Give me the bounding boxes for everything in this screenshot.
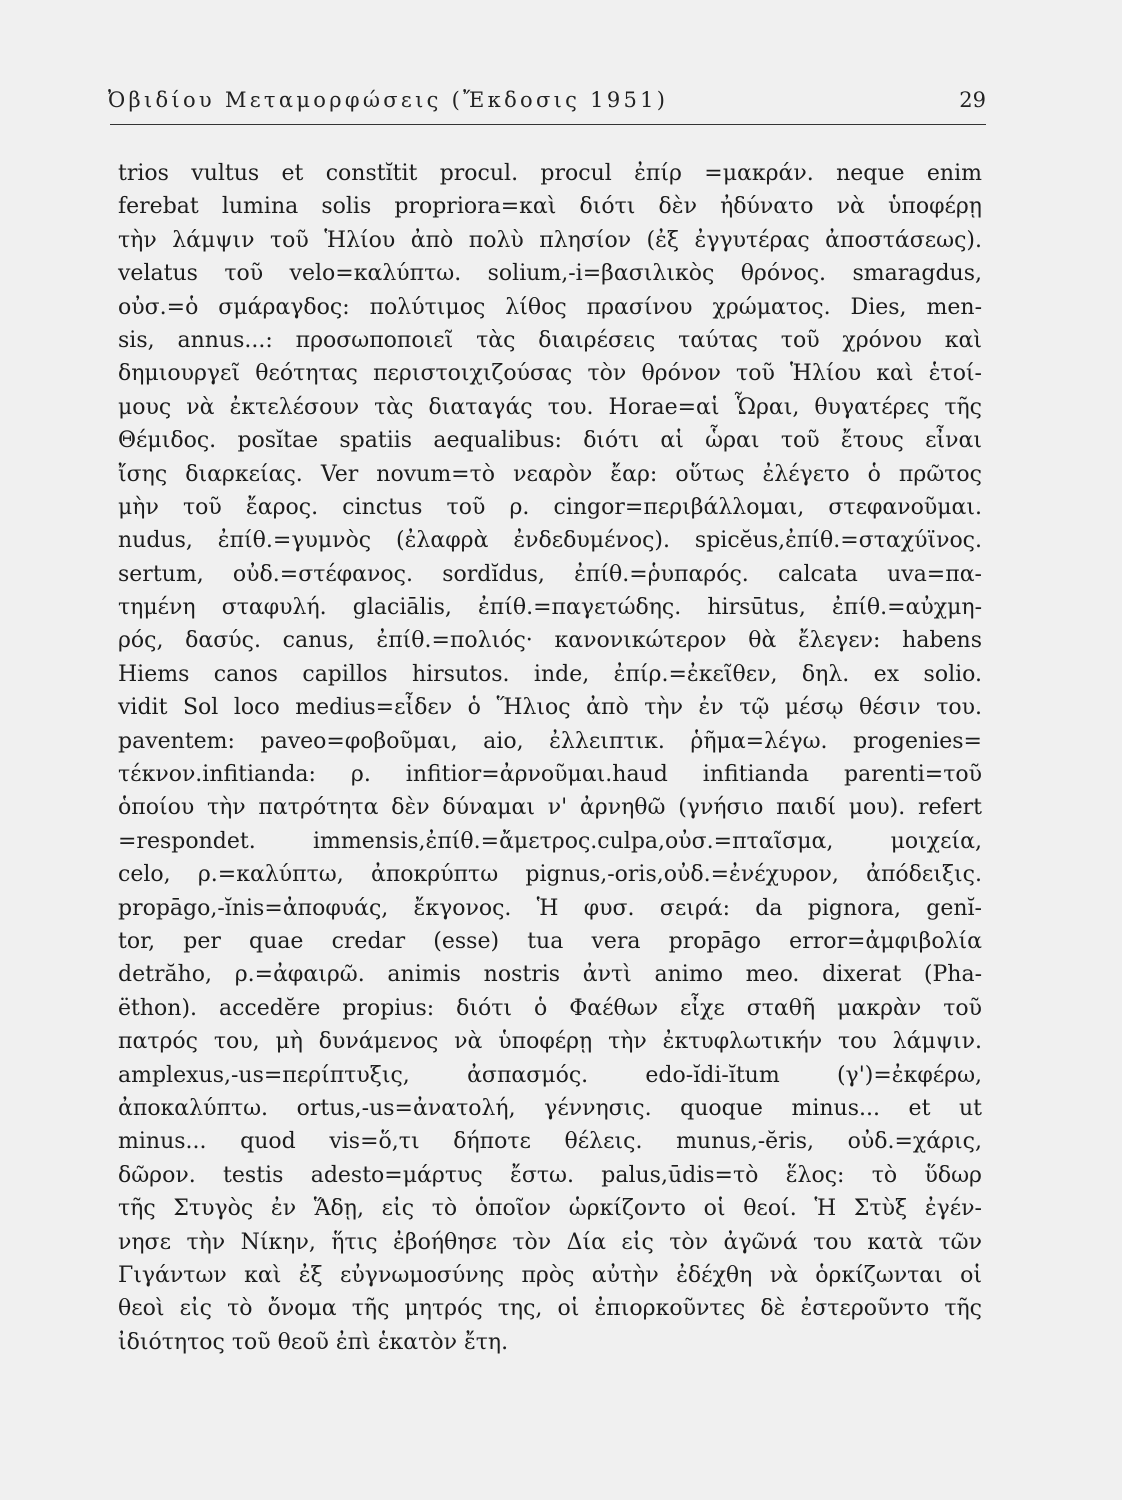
text-line: τημένη σταφυλή. glaciālis, ἐπίθ.=παγετώδης. hirsūtus, ἐπίθ.=αὐχμη- — [118, 595, 982, 621]
text-line: minus... quod vis=ὅ,τι δήποτε θέλεις. munus,-ĕris, οὐδ.=χάρις, — [118, 1129, 982, 1155]
text-line: sertum, οὐδ.=στέφανος. sordĭdus, ἐπίθ.=ῥυπαρός. calcata uva=πα- — [118, 561, 982, 587]
text-line: ëthon). accedĕre propius: διότι ὁ Φαέθων εἶχε σταθῆ μακρὰν τοῦ — [118, 995, 982, 1021]
body-text — [118, 157, 982, 1359]
text-line: propāgo,-ĭnis=ἀποφυάς, ἔκγονος. Ἡ φυσ. σειρά: da pignora, genĭ- — [118, 895, 982, 921]
text-line: Γιγάντων καὶ ἐξ εὐγνωμοσύνης πρὸς αὐτὴν ἐδέχθη νὰ ὁρκίζωνται οἱ — [118, 1262, 982, 1288]
text-line: ἴσης διαρκείας. Ver novum=τὸ νεαρὸν ἔαρ: οὕτως ἐλέγετο ὁ πρῶτος — [118, 461, 982, 487]
text-line: μὴν τοῦ ἔαρος. cinctus τοῦ ρ. cingor=περιβάλλομαι, στεφανοῦμαι. — [118, 494, 982, 520]
text-line: ἰδιότητος τοῦ θεοῦ ἐπὶ ἑκατὸν ἔτη. — [118, 1329, 509, 1355]
text-line: ρός, δασύς. canus, ἐπίθ.=πολιός· κανονικώτερον θὰ ἔλεγεν: habens — [118, 628, 982, 654]
text-line: νησε τὴν Νίκην, ἥτις ἐβοήθησε τὸν Δία εἰς τὸν ἀγῶνά του κατὰ τῶν — [118, 1229, 982, 1255]
text-line: celo, ρ.=καλύπτω, ἀποκρύπτω pignus,-oris,οὐδ.=ἐνέχυρον, ἀπόδειξις. — [118, 862, 982, 888]
text-line: velatus τοῦ velo=καλύπτω. solium,-i=βασιλικὸς θρόνος. smaragdus, — [118, 261, 982, 287]
text-line: sis, annus...: προσωποποιεῖ τὰς διαιρέσεις ταύτας τοῦ χρόνου καὶ — [118, 327, 982, 353]
text-line: ὁποίου τὴν πατρότητα δὲν δύναμαι ν' ἀρνηθῶ (γνήσιο παιδί μου). refert — [118, 795, 982, 821]
text-line: vidit Sol loco medius=εἶδεν ὁ Ἥλιος ἀπὸ τὴν ἐν τῷ μέσῳ θέσιν του. — [118, 695, 982, 721]
text-line: δημιουργεῖ θεότητας περιστοιχιζούσας τὸν θρόνον τοῦ Ἡλίου καὶ ἑτοί- — [118, 361, 982, 387]
text-line: trios vultus et constĭtit procul. procul ἐπίρ =μακράν. neque enim — [118, 161, 982, 186]
text-line: τῆς Στυγὸς ἐν Ἅδῃ, εἰς τὸ ὁποῖον ὡρκίζοντο οἱ θεοί. Ἡ Στὺξ ἐγέν- — [118, 1196, 982, 1222]
running-head — [108, 88, 988, 124]
text-line: Hiems canos capillos hirsutos. inde, ἐπίρ.=ἐκεῖθεν, δηλ. ex solio. — [118, 661, 982, 687]
running-title: Ὀβιδίου Μεταμορφώσεις (Ἔκδοσις 1951) — [108, 88, 669, 112]
text-line: tor, per quae credar (esse) tua vera propāgo error=ἀμφιβολία — [118, 928, 982, 954]
text-line: τὴν λάμψιν τοῦ Ἡλίου ἀπὸ πολὺ πλησίον (ἐξ ἐγγυτέρας ἀποστάσεως). — [118, 227, 982, 253]
text-line: amplexus,-us=περίπτυξις, ἀσπασμός. edo-ĭdi-ĭtum (γ')=ἐκφέρω, — [118, 1062, 982, 1088]
text-line: θεοὶ εἰς τὸ ὄνομα τῆς μητρός της, οἱ ἐπιορκοῦντες δὲ ἐστεροῦντο τῆς — [118, 1296, 982, 1322]
text-line: πατρός του, μὴ δυνάμενος νὰ ὑποφέρῃ τὴν ἐκτυφλωτικήν του λάμψιν. — [118, 1029, 982, 1055]
header-rule — [110, 124, 986, 125]
text-line: δῶρον. testis adesto=μάρτυς ἔστω. palus,ūdis=τὸ ἕλος: τὸ ὕδωρ — [118, 1162, 982, 1188]
text-line: nudus, ἐπίθ.=γυμνὸς (ἐλαφρὰ ἐνδεδυμένος). spicĕus,ἐπίθ.=σταχύϊνος. — [118, 528, 982, 554]
text-line: detrăho, ρ.=ἀφαιρῶ. animis nostris ἀντὶ animo meo. dixerat (Pha- — [118, 962, 982, 988]
text-line: paventem: paveo=φοβοῦμαι, aio, ἐλλειπτικ. ῥῆμα=λέγω. progenies= — [118, 728, 982, 754]
text-line: ἀποκαλύπτω. ortus,-us=ἀνατολή, γέννησις. quoque minus... et ut — [118, 1095, 982, 1121]
text-line: μους νὰ ἐκτελέσουν τὰς διαταγάς του. Horae=αἱ Ὧραι, θυγατέρες τῆς — [118, 394, 982, 420]
text-line: Θέμιδος. posĭtae spatiis aequalibus: διότι αἱ ὧραι τοῦ ἔτους εἶναι — [118, 428, 982, 454]
page-number: 29 — [959, 88, 986, 112]
text-line: τέκνον.infitianda: ρ. infitior=ἀρνοῦμαι.haud infitianda parenti=τοῦ — [118, 762, 982, 788]
text-line: οὐσ.=ὁ σμάραγδος: πολύτιμος λίθος πρασίνου χρώματος. Dies, men- — [118, 294, 982, 320]
text-line: ferebat lumina solis propriora=καὶ διότι δὲν ἠδύνατο νὰ ὑποφέρῃ — [118, 194, 982, 220]
text-line: =respondet. immensis,ἐπίθ.=ἄμετρος.culpa,οὐσ.=πταῖσμα, μοιχεία, — [118, 828, 982, 854]
